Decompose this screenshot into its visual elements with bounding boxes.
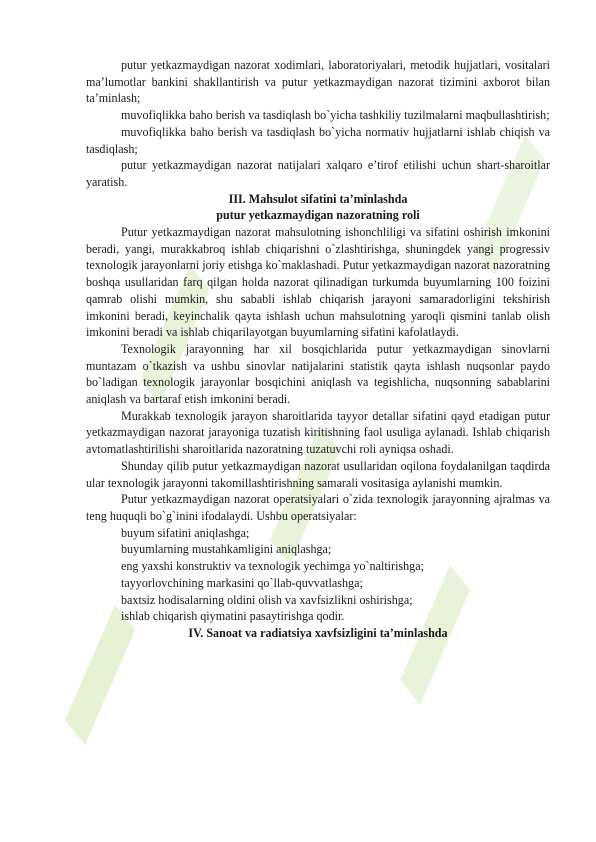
document-page: [86, 57, 550, 642]
section-heading: IV. Sanoat va radiatsiya xavfsizligini ta’minlashda: [188, 625, 448, 640]
paragraph: muvofiqlikka baho berish va tasdiqlash bo`yicha tashkiliy tuzilmalarni maqbullashtirish;: [121, 108, 550, 123]
list-item: ishlab chiqarish qiymatini pasaytirishga qodir.: [121, 609, 345, 624]
list-item: eng yaxshi konstruktiv va texnologik yechimga yo`naltirishga;: [121, 559, 424, 574]
paragraph: Shunday qilib putur yetkazmaydigan nazorat usullaridan oqilona foydalanilgan taqdirda ular texnologik jarayonni takomillashtirishning samarali vositasiga aylanishi mumkin.: [86, 458, 550, 490]
paragraph: muvofiqlikka baho berish va tasdiqlash bo`yicha normativ hujjatlarni ishlab chiqish va tasdiqlash;: [86, 124, 550, 156]
paragraph: Putur yetkazmaydigan nazorat mahsulotning ishonchliligi va sifatini oshirish imkonini beradi, yangi, murakkabroq ishlab chiqarishni o`zlashtirishga, shuningdek yangi progressiv texnologik jarayonlarni joriy etishga ko`maklashadi. Putur yetkazmaydigan nazorat nazoratning boshqa usullaridan farq qilgan holda nazorat qilinadigan turkumda buyumlarning 100 foizini qamrab olishi mumkin, shu sababli ishlab chiqarish jarayoni samaradorligini tekshirish imkonini beradi, keyinchalik qayta ishlash uchun mahsulotning yaroqli qismini tanlab olish imkonini beradi va ishlab chiqarilayotgan buyumlarning sifatini kafolatlaydi.: [86, 225, 550, 340]
list-item: tayyorlovchining markasini qo`llab-quvvatlashga;: [121, 575, 363, 590]
paragraph: Murakkab texnologik jarayon sharoitlarida tayyor detallar sifatini qayd etadigan putur yetkazmaydigan nazorat jarayoniga tuzatish kiritishning faol usuliga aylanadi. Ishlab chiqarish avtomatlashtirilishi sharoitlarida nazoratning tuzatuvchi roli ayniqsa oshadi.: [86, 408, 550, 457]
operations-list: [86, 525, 550, 625]
paragraph: Texnologik jarayonning har xil bosqichlarida putur yetkazmaydigan sinovlarni muntazam o`tkazish va ushbu sinovlar natijalarini statistik qayta ishlash nuqsonlar paydo bo`ladigan texnologik jarayonlar bosqichini aniqlash va tegishlicha, nuqsonning sabablarini aniqlash va bartaraf etish imkonini beradi.: [86, 341, 550, 407]
paragraph: Putur yetkazmaydigan nazorat operatsiyalari o`zida texnologik jarayonning ajralmas va teng huquqli bo`g`inini ifodalaydi. Ushbu operatsiyalar:: [86, 492, 550, 523]
section-heading-subtitle: putur yetkazmaydigan nazoratning roli: [216, 208, 420, 223]
list-item: buyum sifatini aniqlashga;: [121, 525, 250, 540]
section-heading: III. Mahsulot sifatini ta’minlashda: [228, 191, 408, 206]
paragraph: putur yetkazmaydigan nazorat natijalari xalqaro e’tirof etilishi uchun shart-sharoitlar yaratish.: [86, 158, 550, 189]
list-item: buyumlarning mustahkamligini aniqlashga;: [121, 542, 332, 557]
list-item: baxtsiz hodisalarning oldini olish va xavfsizlikni oshirishga;: [121, 592, 413, 607]
paragraph: putur yetkazmaydigan nazorat xodimlari, laboratoriyalari, metodik hujjatlari, vositalari ma’lumotlar bankini shakllantirish va putur yetkazmaydigan nazorat tizimini axborot bilan ta’minlash;: [86, 58, 550, 106]
